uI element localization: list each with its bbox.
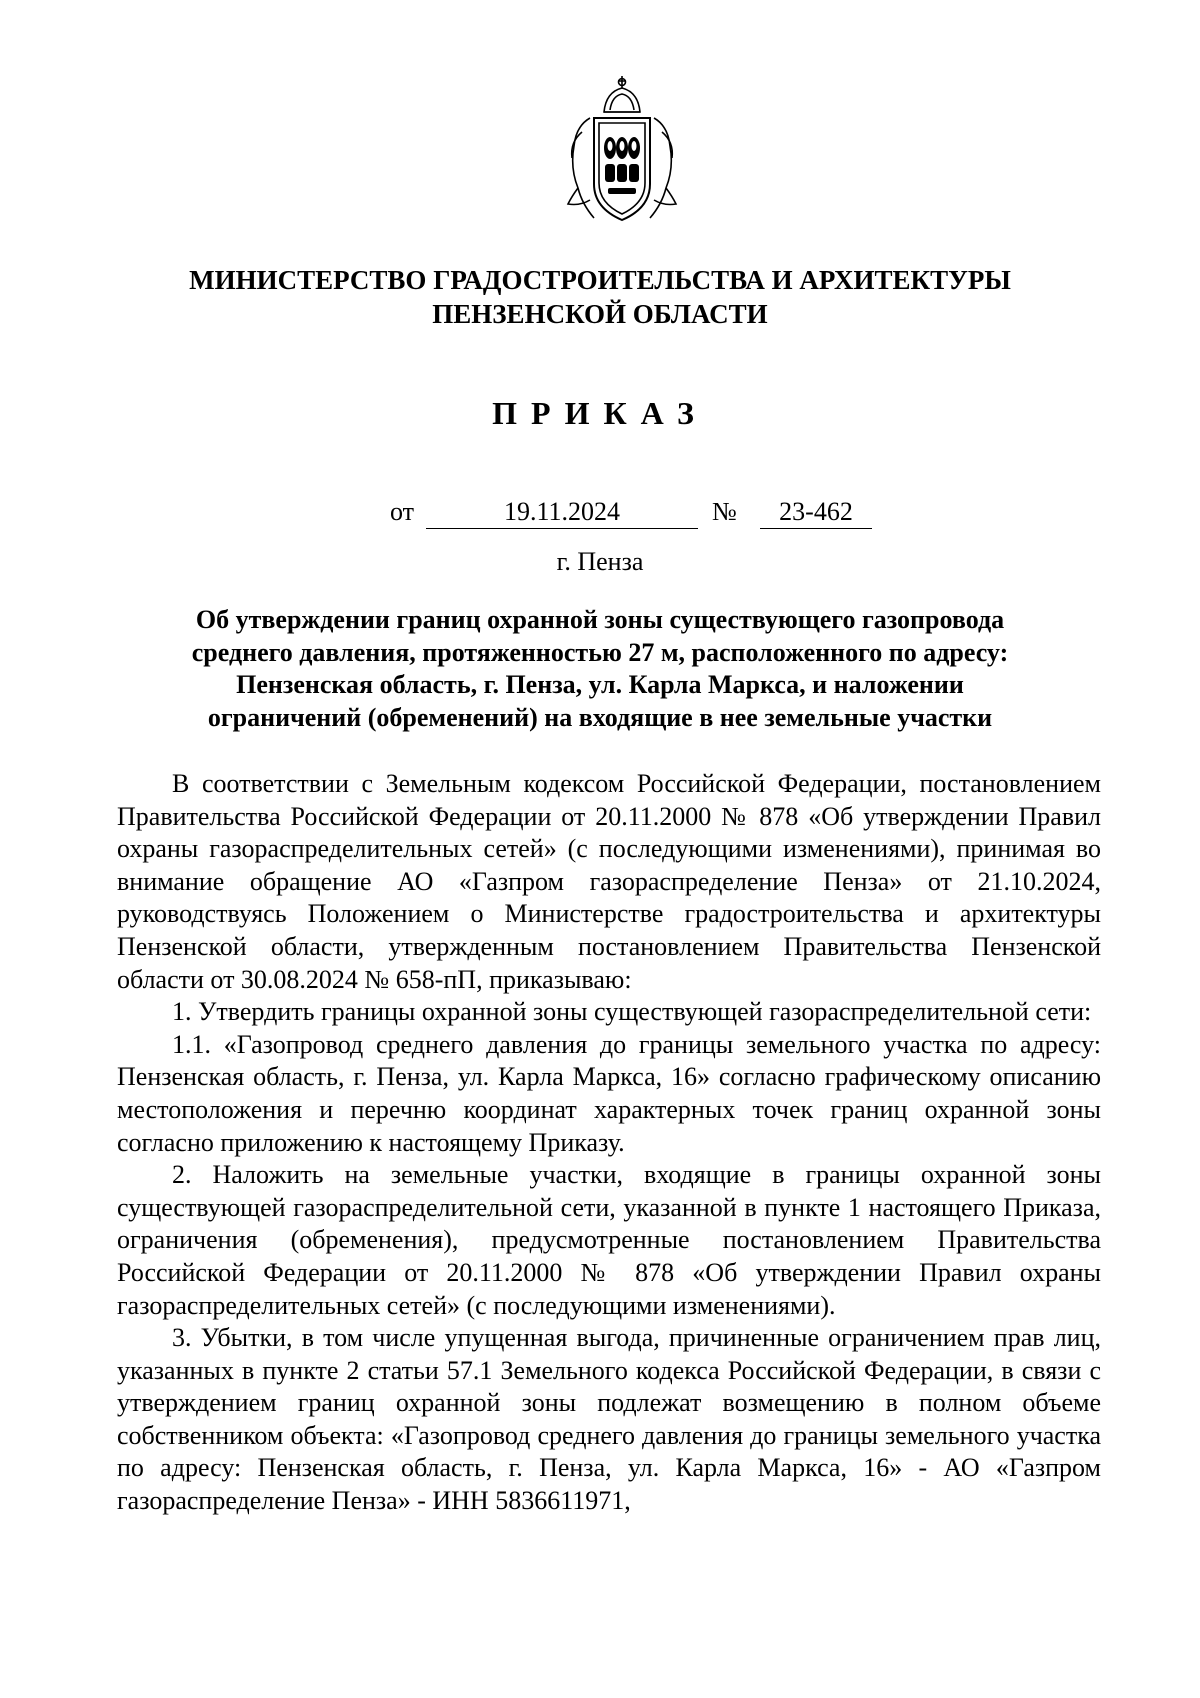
date-from-label: от [390, 497, 415, 526]
coat-of-arms-icon [560, 72, 684, 230]
clause-1: 1. Утвердить границы охранной зоны существующей газораспределительной сети: [172, 997, 1092, 1027]
title-line: среднего давления, протяженностью 27 м, расположенного по адресу: [191, 637, 1009, 667]
ministry-name-line-1: МИНИСТЕРСТВО ГРАДОСТРОИТЕЛЬСТВА И АРХИТЕКТУРЫ [189, 265, 1011, 295]
document-number: 23-462 [760, 495, 872, 529]
number-label: № [712, 497, 737, 526]
clause-1-1: 1.1. «Газопровод среднего давления до границы земельного участка по адресу: Пензенская область, г. Пенза, ул. Карла Маркса, 16» согласно графическому описанию местоположения и перечню координат характерных точек границ охранной зоны согласно приложению к настоящему Приказу. [117, 1029, 1101, 1157]
document-title [150, 604, 1050, 734]
document-date: 19.11.2024 [426, 495, 698, 529]
issue-city: г. Пенза [556, 547, 644, 576]
title-line: ограничений (обременений) на входящие в нее земельные участки [207, 702, 993, 732]
title-line: Пензенская область, г. Пенза, ул. Карла Маркса, и наложении [236, 670, 964, 699]
clause-2: 2. Наложить на земельные участки, входящие в границы охранной зоны существующей газораспределительной сети, указанной в пункте 1 настоящего Приказа, ограничения (обременения), предусмотренные постановлением Правительства Российской Федерации от 20.11.2000 № 878 «Об утверждении Правил охраны газораспределительных сетей» (с последующими изменениями). [117, 1160, 1101, 1320]
preamble-paragraph: В соответствии с Земельным кодексом Российской Федерации, постановлением Правительства Российской Федерации от 20.11.2000 № 878 «Об утверждении Правил охраны газораспределительных сетей» (с последующими изменениями), принимая во внимание обращение АО «Газпром газораспределение Пенза» от 21.10.2024, руководствуясь Положением о Министерстве градостроительства и архитектуры Пензенской области, утвержденным постановлением Правительства Пензенской области от 30.08.2024 № 658-пП, приказываю: [117, 769, 1101, 994]
document-body [117, 768, 1101, 1518]
ministry-name-line-2: ПЕНЗЕНСКОЙ ОБЛАСТИ [432, 299, 768, 329]
document-type: ПРИКАЗ [492, 395, 708, 431]
title-line: Об утверждении границ охранной зоны существующего газопровода [195, 605, 1005, 634]
clause-3: 3. Убытки, в том числе упущенная выгода, причиненные ограничением прав лиц, указанных в пункте 2 статьи 57.1 Земельного кодекса Российской Федерации, в связи с утверждением границ охранной зоны подлежат возмещению в полном объеме собственником объекта: «Газопровод среднего давления до границы земельного участка по адресу: Пензенская область, г. Пенза, ул. Карла Маркса, 16» - АО «Газпром газораспределение Пенза» - ИНН 5836611971, [117, 1323, 1101, 1516]
